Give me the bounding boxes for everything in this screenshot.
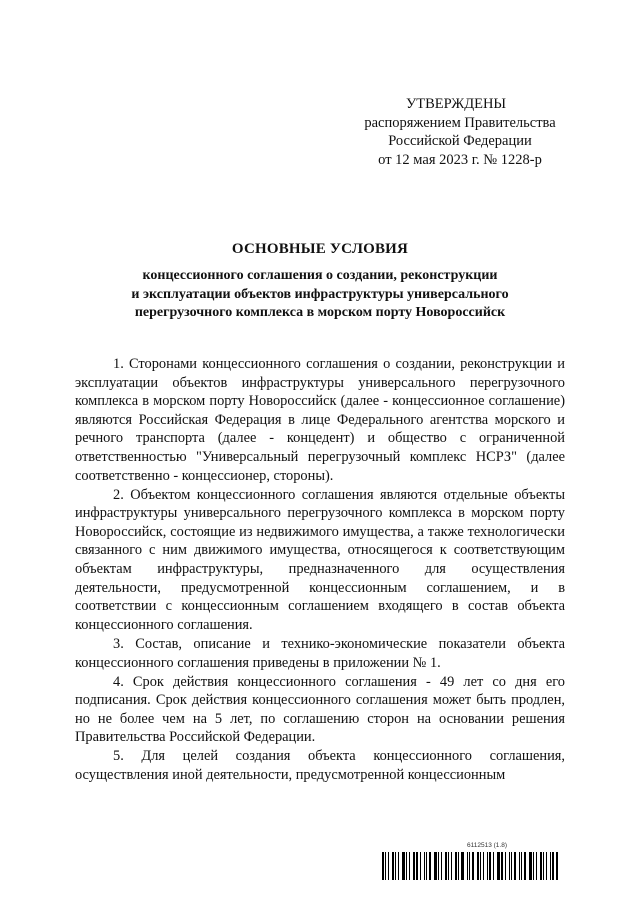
barcode-bar	[480, 852, 481, 880]
barcode-bar	[536, 852, 537, 880]
barcode-bar	[429, 852, 431, 880]
barcode-bar	[521, 852, 522, 880]
barcode-bar	[406, 852, 407, 880]
barcode-bar	[556, 852, 558, 880]
barcode-bar	[448, 852, 449, 880]
barcode-number: 6112513 (1.8)	[467, 842, 507, 849]
barcode-bar	[438, 852, 439, 880]
barcode-bar	[529, 852, 532, 880]
barcode-bar	[501, 852, 503, 880]
barcode-bar	[509, 852, 510, 880]
barcode-bar	[455, 852, 457, 880]
barcode-bar	[424, 852, 425, 880]
barcode-bar	[392, 852, 394, 880]
barcode-bar	[519, 852, 520, 880]
approval-date-line: от 12 мая 2023 г. № 1228-р	[378, 151, 542, 168]
barcode	[382, 852, 562, 880]
barcode-bar	[385, 852, 386, 880]
barcode-bar	[445, 852, 447, 880]
barcode-bar	[388, 852, 389, 880]
barcode-bar	[416, 852, 418, 880]
barcode-bar	[382, 852, 384, 880]
barcode-bar	[409, 852, 410, 880]
paragraph-3: 3. Состав, описание и технико-экономические показатели объекта концессионного соглашения приведены в приложении № 1.	[75, 635, 565, 671]
document-subtitle	[75, 267, 565, 323]
barcode-bar	[497, 852, 500, 880]
barcode-bar	[441, 852, 442, 880]
subtitle-line-1: концессионного соглашения о создании, реконструкции	[142, 268, 498, 283]
paragraph-1: 1. Сторонами концессионного соглашения о создании, реконструкции и эксплуатации объектов инфраструктуры универсального перегрузочного комплекса в морском порту Новороссийск (далее - концессионное соглашение) являются Российская Федерация в лице Федерального агентства морского и речного транспорта (далее - концедент) и общество с ограниченной ответственностью "Универсальный перегрузочный комплекс НСРЗ" (далее соответственно - концессионер, стороны).	[75, 356, 565, 484]
barcode-bar	[505, 852, 506, 880]
barcode-bar	[514, 852, 516, 880]
barcode-bar	[540, 852, 542, 880]
barcode-bar	[483, 852, 484, 880]
barcode-bar	[426, 852, 427, 880]
subtitle-line-3: перегрузочного комплекса в морском порту Новороссийск	[134, 305, 506, 320]
barcode-bar	[402, 852, 405, 880]
barcode-bar	[395, 852, 396, 880]
barcode-bar	[458, 852, 459, 880]
barcode-area	[382, 842, 562, 892]
paragraph-5: 5. Для целей создания объекта концессионного соглашения, осуществления иной деятельности, предусмотренной концессионным	[75, 748, 565, 784]
subtitle-line-2: и эксплуатации объектов инфраструктуры универсального	[131, 286, 509, 302]
barcode-bar	[489, 852, 491, 880]
barcode-bar	[552, 852, 554, 880]
barcode-bar	[467, 852, 468, 880]
barcode-bar	[487, 852, 488, 880]
barcode-bar	[550, 852, 551, 880]
barcode-bar	[511, 852, 512, 880]
barcode-bar	[493, 852, 494, 880]
barcode-bar	[413, 852, 415, 880]
barcode-bar	[546, 852, 547, 880]
barcode-bar	[451, 852, 452, 880]
barcode-bar	[472, 852, 474, 880]
barcode-bar	[434, 852, 437, 880]
barcode-bar	[533, 852, 534, 880]
barcode-bar	[420, 852, 421, 880]
barcode-bar	[543, 852, 544, 880]
barcode-bar	[398, 852, 399, 880]
barcode-bar	[469, 852, 470, 880]
document-title: ОСНОВНЫЕ УСЛОВИЯ	[231, 241, 409, 257]
approval-government-line: Российской Федерации	[388, 133, 532, 149]
paragraph-2: 2. Объектом концессионного соглашения являются отдельные объекты инфраструктуры универсального перегрузочного комплекса в морском порту Новороссийск, состоящие из недвижимого имущества, а также технологически связанного с ним движимого имущества, относящегося к соответствующим объектам инфраструктуры, предназначенного для осуществления деятельности, предусмотренной концессионным соглашением, и в соответствии с концессионным соглашением входящего в состав объекта концессионного соглашения.	[75, 486, 565, 633]
barcode-bar	[524, 852, 526, 880]
paragraph-4: 4. Срок действия концессионного соглашения - 49 лет со дня его подписания. Срок действия концессионного соглашения может быть продлен, но не более чем на 5 лет, по соглашению сторон на основании решения Правительства Российской Федерации.	[75, 673, 565, 746]
approval-stamp	[340, 95, 580, 169]
approval-order-line: распоряжением Правительства	[364, 114, 556, 131]
barcode-bar	[461, 852, 464, 880]
document-body	[75, 355, 565, 785]
barcode-bar	[477, 852, 479, 880]
approval-heading: УТВЕРЖДЕНЫ	[406, 96, 507, 112]
